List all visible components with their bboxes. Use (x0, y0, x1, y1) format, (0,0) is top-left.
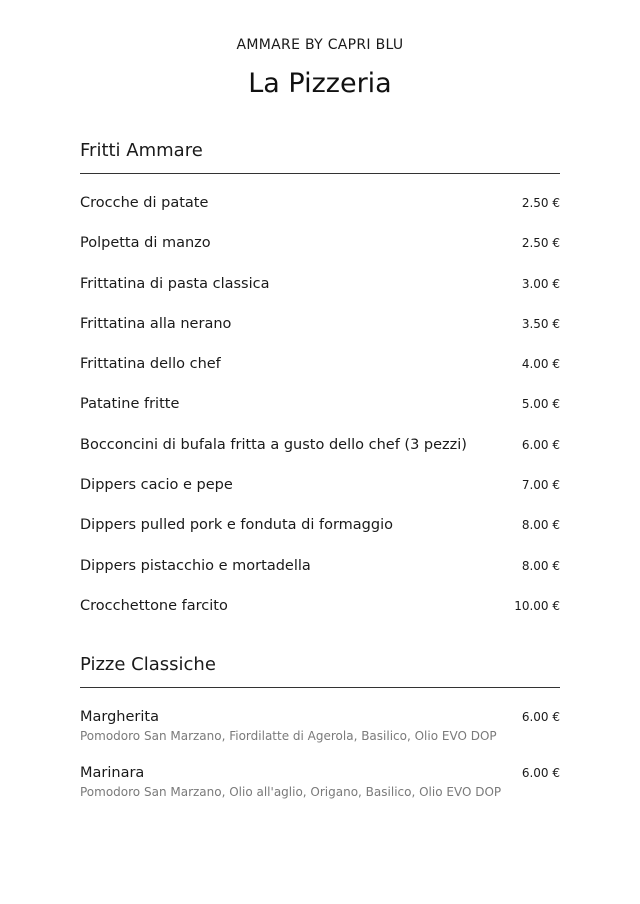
menu-item (80, 356, 560, 396)
menu-item (80, 276, 560, 316)
item-name: Dippers pulled pork e fonduta di formaggio (80, 517, 393, 534)
menu-item (80, 477, 560, 517)
item-price: 2.50 € (521, 236, 560, 251)
menu-item (80, 396, 560, 436)
item-name: Marinara (80, 765, 145, 781)
restaurant-name: AMMARE BY CAPRI BLU (236, 37, 404, 53)
menu-item (80, 235, 560, 275)
section-title: Pizze Classiche (80, 654, 216, 675)
section-fritti (80, 139, 560, 638)
item-price: 3.00 € (521, 276, 560, 291)
item-description: Pomodoro San Marzano, Olio all'aglio, Origano, Basilico, Olio EVO DOP (80, 785, 502, 799)
menu-item (80, 709, 560, 743)
item-price: 8.00 € (521, 518, 560, 533)
section-title: Fritti Ammare (80, 140, 203, 161)
item-name: Dippers pistacchio e mortadella (80, 557, 311, 574)
menu-item (80, 437, 560, 477)
item-name: Frittatina alla nerano (80, 315, 232, 332)
item-price: 6.00 € (521, 710, 560, 724)
menu-item (80, 517, 560, 557)
item-price: 5.00 € (521, 397, 560, 412)
item-price: 10.00 € (514, 598, 560, 613)
item-name: Patatine fritte (80, 396, 180, 413)
item-name: Crocche di patate (80, 195, 209, 211)
page-title: La Pizzeria (248, 68, 392, 99)
menu-item (80, 195, 560, 235)
item-name: Margherita (80, 709, 159, 725)
item-price: 2.50 € (521, 196, 560, 210)
section-divider (80, 173, 560, 174)
menu-list (80, 709, 560, 799)
menu-item (80, 598, 560, 638)
menu-item (80, 558, 560, 598)
item-name: Dippers cacio e pepe (80, 477, 233, 494)
menu-item (80, 765, 560, 799)
menu-list (80, 195, 560, 638)
item-price: 6.00 € (521, 766, 560, 780)
item-price: 3.50 € (521, 316, 560, 331)
item-price: 7.00 € (521, 478, 560, 493)
section-divider (80, 687, 560, 688)
item-name: Bocconcini di bufala fritta a gusto dello chef (3 pezzi) (80, 436, 467, 453)
item-name: Polpetta di manzo (80, 235, 211, 252)
item-name: Frittatina di pasta classica (80, 275, 270, 292)
item-description: Pomodoro San Marzano, Fiordilatte di Agerola, Basilico, Olio EVO DOP (80, 729, 497, 743)
item-price: 4.00 € (521, 357, 560, 372)
item-name: Frittatina dello chef (80, 356, 221, 373)
item-price: 8.00 € (521, 558, 560, 573)
section-pizze-classiche (80, 653, 560, 821)
menu-item (80, 316, 560, 356)
item-name: Crocchettone farcito (80, 597, 228, 614)
item-price: 6.00 € (521, 437, 560, 452)
